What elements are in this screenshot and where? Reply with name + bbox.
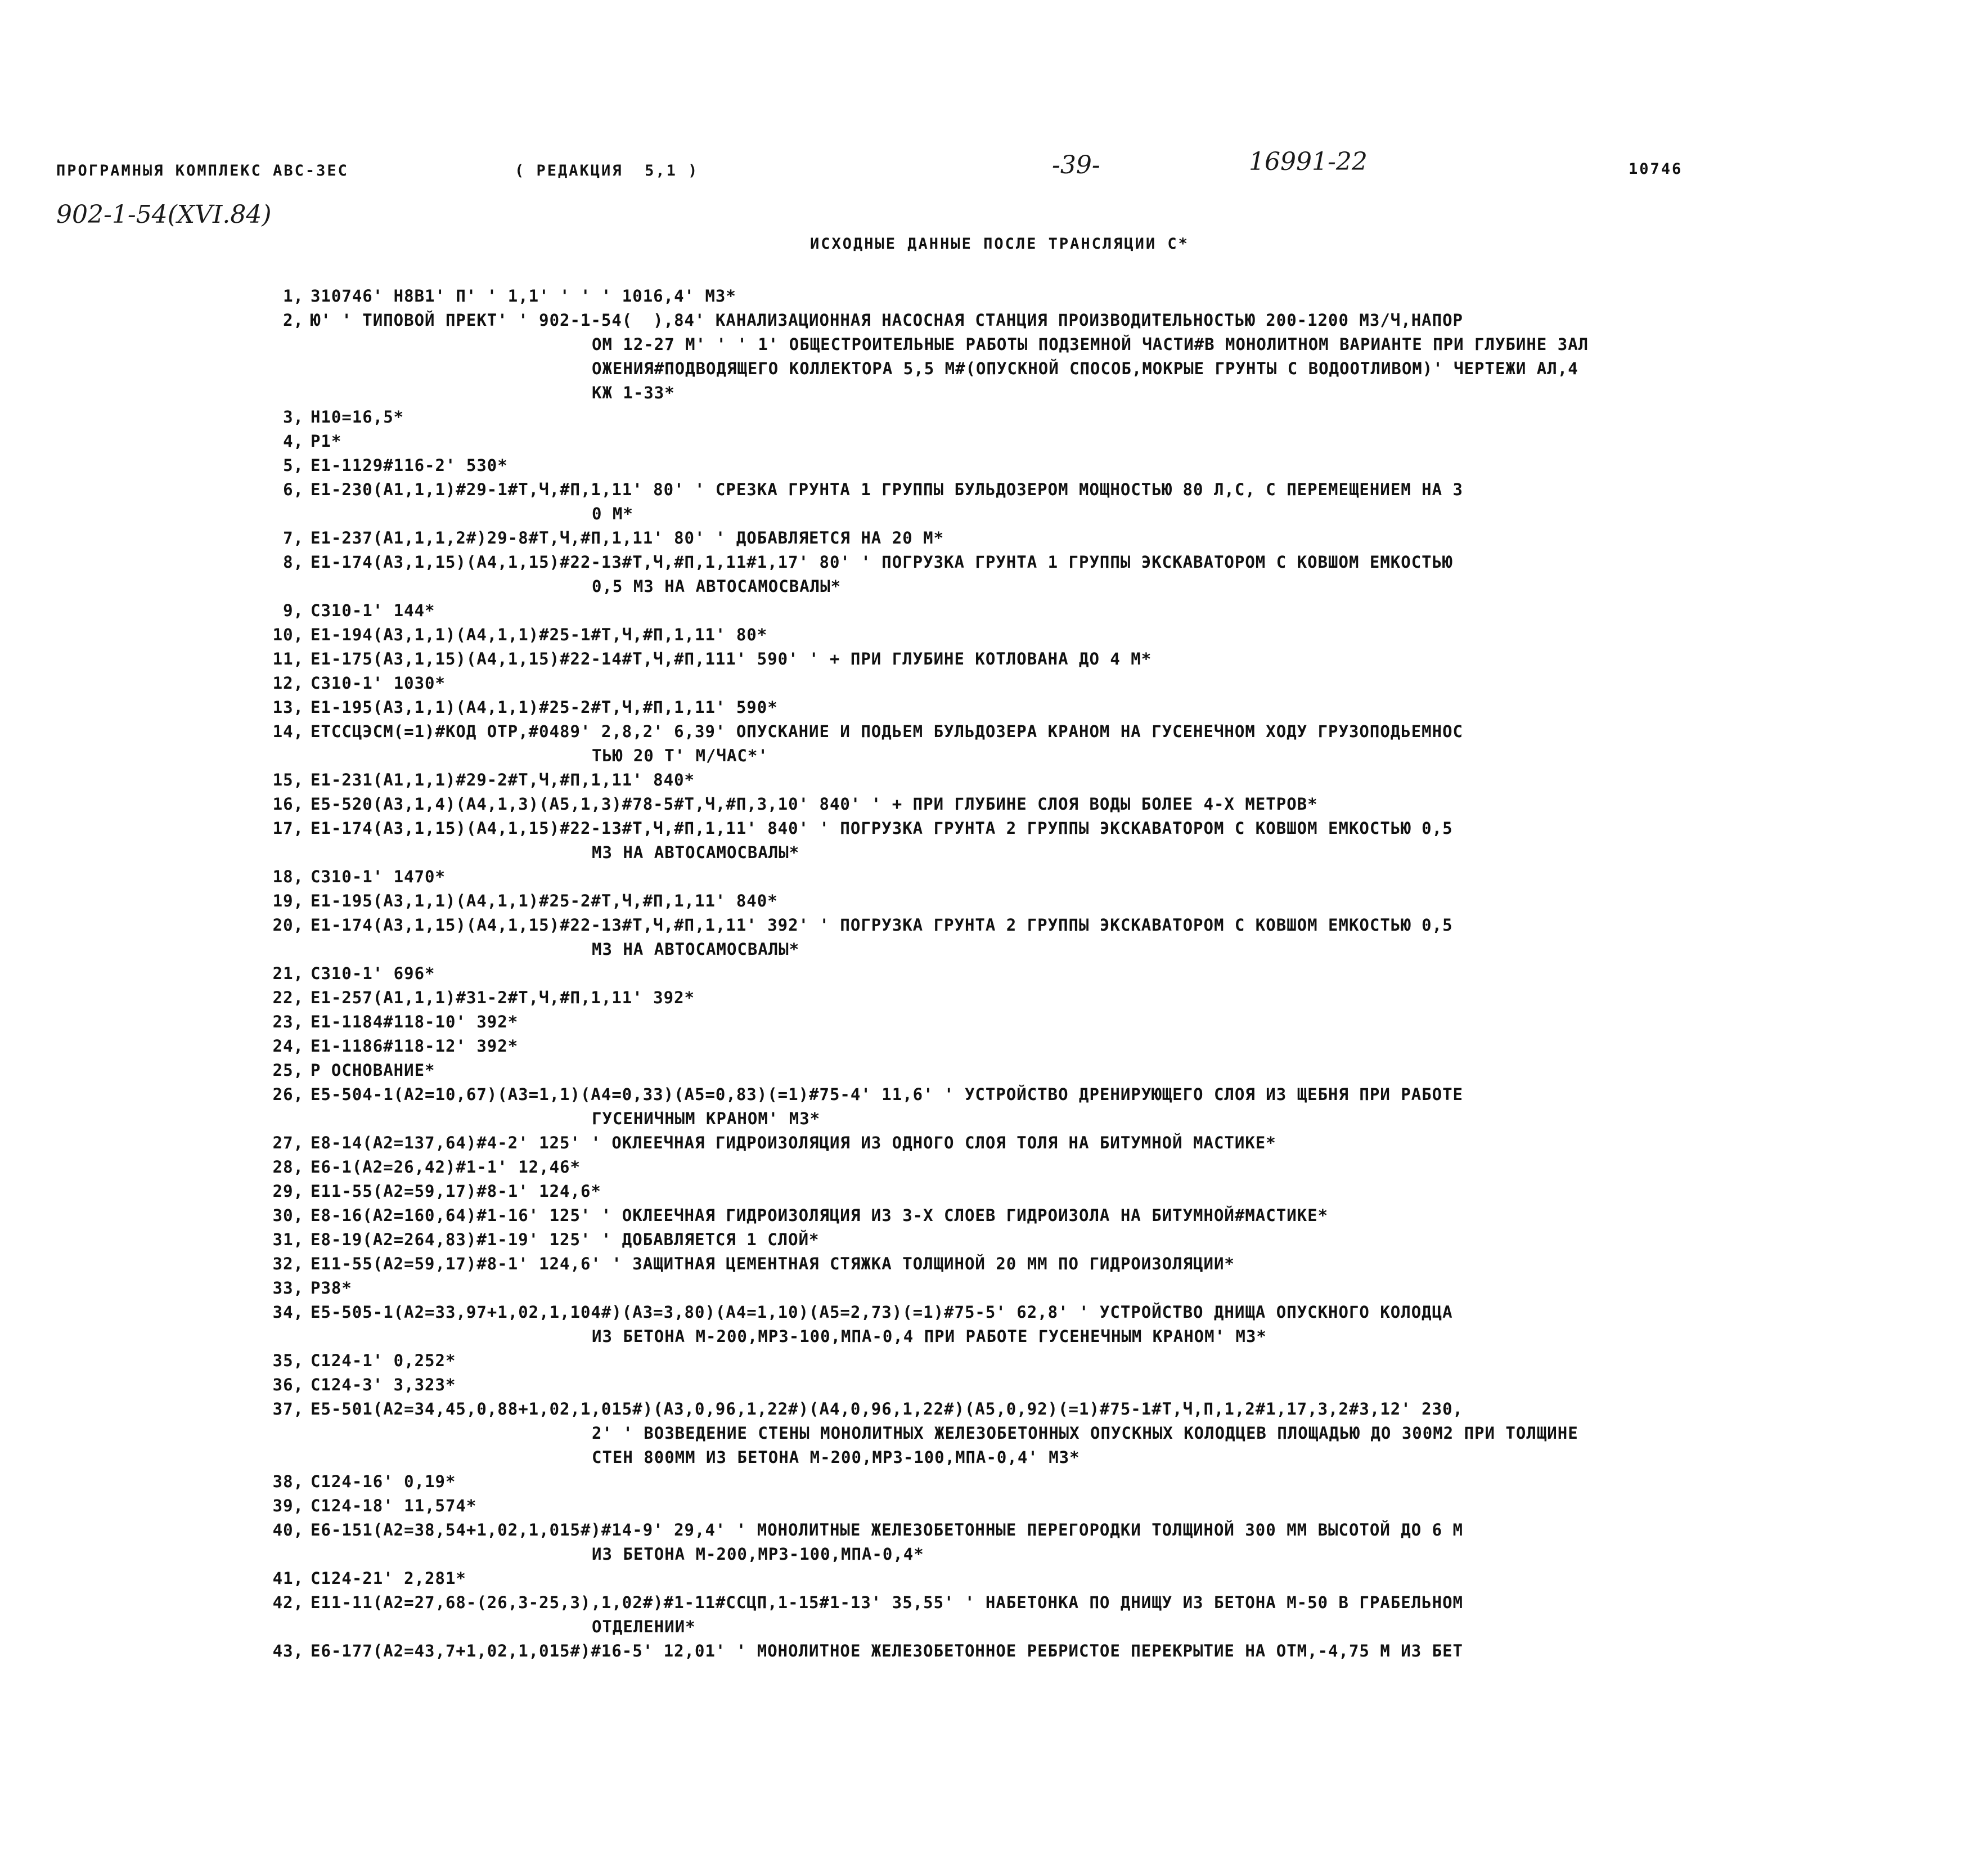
line-number: 31, bbox=[272, 1230, 304, 1249]
line-text: Е11-55(А2=59,17)#8-1' 124,6' ' ЗАЩИТНАЯ ЦЕМЕНТНАЯ СТЯЖКА ТОЛЩИНОЙ 20 ММ ПО ГИДРОИЗОЛЯЦИИ* bbox=[311, 1254, 1235, 1273]
listing-line bbox=[248, 284, 1946, 308]
line-number: 5, bbox=[283, 456, 304, 475]
listing-line bbox=[248, 671, 1946, 695]
listing-line bbox=[248, 1252, 1946, 1276]
listing-line bbox=[248, 647, 1946, 671]
line-text: Е1-195(А3,1,1)(А4,1,1)#25-2#Т,Ч,#П,1,11' 590* bbox=[311, 698, 778, 717]
listing-line bbox=[248, 1204, 1946, 1228]
line-text: Е5-520(А3,1,4)(А4,1,3)(А5,1,3)#78-5#Т,Ч,#П,3,10' 840' ' + ПРИ ГЛУБИНЕ СЛОЯ ВОДЫ БОЛЕЕ 4-Х МЕТРОВ* bbox=[311, 794, 1318, 814]
line-text: ИЗ БЕТОНА М-200,МРЗ-100,МПА-0,4 ПРИ РАБОТЕ ГУСЕНЕЧНЫМ КРАНОМ' М3* bbox=[592, 1327, 1267, 1346]
source-listing bbox=[248, 284, 1946, 1663]
listing-line bbox=[248, 695, 1946, 720]
line-number: 29, bbox=[272, 1182, 304, 1201]
listing-line bbox=[248, 744, 1946, 768]
listing-line bbox=[248, 889, 1946, 913]
listing-line bbox=[248, 768, 1946, 792]
listing-line bbox=[248, 1615, 1946, 1639]
line-number: 7, bbox=[283, 528, 304, 547]
line-text: Е1-174(А3,1,15)(А4,1,15)#22-13#Т,Ч,#П,1,11#1,17' 80' ' ПОГРУЗКА ГРУНТА 1 ГРУППЫ ЭКСКАВАТОРОМ С КОВШОМ ЕМКОСТЬЮ bbox=[311, 553, 1453, 572]
line-text: С310-1' 1030* bbox=[311, 674, 446, 693]
line-text: Е5-501(А2=34,45,0,88+1,02,1,015#)(А3,0,96,1,22#)(А4,0,96,1,22#)(А5,0,92)(=1)#75-1#Т,Ч,П,1,2#1,17,3,2#3,12' 230, bbox=[311, 1399, 1464, 1418]
line-number: 36, bbox=[272, 1375, 304, 1394]
line-number bbox=[248, 1446, 311, 1470]
line-text: Е5-505-1(А2=33,97+1,02,1,104#)(А3=3,80)(А4=1,10)(А5=2,73)(=1)#75-5' 62,8' ' УСТРОЙСТВО ДНИЩА ОПУСКНОГО КОЛОДЦА bbox=[311, 1303, 1453, 1322]
listing-line bbox=[248, 1470, 1946, 1494]
listing-line bbox=[248, 1325, 1946, 1349]
line-number: 3, bbox=[283, 407, 304, 427]
listing-line bbox=[248, 1276, 1946, 1300]
line-number bbox=[248, 1542, 311, 1566]
line-text: Е1-195(А3,1,1)(А4,1,1)#25-2#Т,Ч,#П,1,11' 840* bbox=[311, 891, 778, 910]
listing-line bbox=[248, 550, 1946, 574]
line-number: 24, bbox=[272, 1036, 304, 1056]
page-number: -39- bbox=[1052, 151, 1100, 179]
line-number: 32, bbox=[272, 1254, 304, 1273]
line-text: Е1-237(А1,1,1,2#)29-8#Т,Ч,#П,1,11' 80' ' ДОБАВЛЯЕТСЯ НА 20 М* bbox=[311, 528, 944, 547]
listing-line bbox=[248, 1494, 1946, 1518]
line-number: 37, bbox=[272, 1399, 304, 1418]
listing-line bbox=[248, 1542, 1946, 1566]
line-text: СТЕН 800ММ ИЗ БЕТОНА М-200,МРЗ-100,МПА-0,4' М3* bbox=[592, 1448, 1080, 1467]
line-number: 27, bbox=[272, 1133, 304, 1152]
line-number: 33, bbox=[272, 1278, 304, 1298]
line-number: 43, bbox=[272, 1641, 304, 1660]
line-text: Е6-177(А2=43,7+1,02,1,015#)#16-5' 12,01' ' МОНОЛИТНОЕ ЖЕЛЕЗОБЕТОННОЕ РЕБРИСТОЕ ПЕРЕКРЫТИЕ НА ОТМ,-4,75 М ИЗ БЕТ bbox=[311, 1641, 1464, 1660]
line-text: 0,5 М3 НА АВТОСАМОСВАЛЫ* bbox=[592, 577, 842, 596]
line-text: Е8-19(А2=264,83)#1-19' 125' ' ДОБАВЛЯЕТСЯ 1 СЛОЙ* bbox=[311, 1230, 820, 1249]
line-text: С124-21' 2,281* bbox=[311, 1569, 466, 1588]
line-text: С124-16' 0,19* bbox=[311, 1472, 456, 1491]
line-text: М3 НА АВТОСАМОСВАЛЫ* bbox=[592, 843, 800, 862]
listing-line bbox=[248, 1349, 1946, 1373]
listing-line bbox=[248, 841, 1946, 865]
line-text: Е5-504-1(А2=10,67)(А3=1,1)(А4=0,33)(А5=0,83)(=1)#75-4' 11,6' ' УСТРОЙСТВО ДРЕНИРУЮЩЕГО СЛОЯ ИЗ ЩЕБНЯ ПРИ РАБОТЕ bbox=[311, 1085, 1464, 1104]
line-number: 6, bbox=[283, 480, 304, 499]
line-text: 310746' Н8В1' П' ' 1,1' ' ' ' 1016,4' М3* bbox=[311, 286, 736, 306]
line-number: 15, bbox=[272, 770, 304, 789]
listing-line bbox=[248, 1397, 1946, 1421]
listing-line bbox=[248, 381, 1946, 405]
line-number bbox=[248, 574, 311, 599]
line-text: Е8-16(А2=160,64)#1-16' 125' ' ОКЛЕЕЧНАЯ ГИДРОИЗОЛЯЦИЯ ИЗ 3-Х СЛОЕВ ГИДРОИЗОЛА НА БИТУМНОЙ#МАСТИКЕ* bbox=[311, 1206, 1329, 1225]
line-number: 19, bbox=[272, 891, 304, 910]
listing-line bbox=[248, 720, 1946, 744]
line-number: 9, bbox=[283, 601, 304, 620]
listing-line bbox=[248, 526, 1946, 550]
line-text: Е1-174(А3,1,15)(А4,1,15)#22-13#Т,Ч,#П,1,11' 840' ' ПОГРУЗКА ГРУНТА 2 ГРУППЫ ЭКСКАВАТОРОМ С КОВШОМ ЕМКОСТЬЮ 0,5 bbox=[311, 819, 1453, 838]
line-number bbox=[248, 1615, 311, 1639]
line-number bbox=[248, 502, 311, 526]
line-number: 11, bbox=[272, 649, 304, 668]
line-text: Р1* bbox=[311, 432, 342, 451]
line-text: Е1-257(А1,1,1)#31-2#Т,Ч,#П,1,11' 392* bbox=[311, 988, 695, 1007]
line-number bbox=[248, 937, 311, 962]
listing-line bbox=[248, 502, 1946, 526]
listing-line bbox=[248, 1373, 1946, 1397]
line-text: ОТДЕЛЕНИИ* bbox=[592, 1617, 696, 1636]
line-text: С124-1' 0,252* bbox=[311, 1351, 456, 1370]
listing-line bbox=[248, 1566, 1946, 1591]
line-text: Е1-194(А3,1,1)(А4,1,1)#25-1#Т,Ч,#П,1,11' 80* bbox=[311, 625, 768, 644]
line-number: 20, bbox=[272, 915, 304, 935]
listing-line bbox=[248, 599, 1946, 623]
line-text: Е11-55(А2=59,17)#8-1' 124,6* bbox=[311, 1182, 601, 1201]
line-text: Е1-1186#118-12' 392* bbox=[311, 1036, 519, 1056]
line-text: Е1-1129#116-2' 530* bbox=[311, 456, 508, 475]
line-text: ОЖЕНИЯ#ПОДВОДЯЩЕГО КОЛЛЕКТОРА 5,5 М#(ОПУСКНОЙ СПОСОБ,МОКРЫЕ ГРУНТЫ С ВОДООТЛИВОМ)' ЧЕРТЕЖИ АЛ,4 bbox=[592, 359, 1578, 378]
listing-line bbox=[248, 478, 1946, 502]
listing-line bbox=[248, 574, 1946, 599]
listing-line bbox=[248, 1591, 1946, 1615]
listing-line bbox=[248, 1179, 1946, 1204]
line-number: 25, bbox=[272, 1061, 304, 1080]
line-text: ЕТССЦЭСМ(=1)#КОД ОТР,#0489' 2,8,2' 6,39' ОПУСКАНИЕ И ПОДЬЕМ БУЛЬДОЗЕРА КРАНОМ НА ГУСЕНЕЧНОМ ХОДУ ГРУЗОПОДЬЕМНОС bbox=[311, 722, 1464, 741]
line-text: КЖ 1-33* bbox=[592, 383, 675, 402]
line-number: 28, bbox=[272, 1157, 304, 1177]
line-number bbox=[248, 333, 311, 357]
listing-line bbox=[248, 962, 1946, 986]
line-number bbox=[248, 357, 311, 381]
line-number: 26, bbox=[272, 1085, 304, 1104]
line-text: С124-18' 11,574* bbox=[311, 1496, 477, 1515]
line-text: Е1-230(А1,1,1)#29-1#Т,Ч,#П,1,11' 80' ' СРЕЗКА ГРУНТА 1 ГРУППЫ БУЛЬДОЗЕРОМ МОЩНОСТЬЮ 80 Л,С, С ПЕРЕМЕЩЕНИЕМ НА 3 bbox=[311, 480, 1464, 499]
listing-line bbox=[248, 1518, 1946, 1542]
line-number: 12, bbox=[272, 674, 304, 693]
line-number: 41, bbox=[272, 1569, 304, 1588]
document-code: 16991-22 bbox=[1249, 147, 1368, 176]
line-number: 18, bbox=[272, 867, 304, 886]
line-number: 22, bbox=[272, 988, 304, 1007]
line-text: Е6-1(А2=26,42)#1-1' 12,46* bbox=[311, 1157, 581, 1177]
line-number: 35, bbox=[272, 1351, 304, 1370]
line-number: 2, bbox=[283, 311, 304, 330]
listing-line bbox=[248, 1107, 1946, 1131]
line-number: 30, bbox=[272, 1206, 304, 1225]
line-number: 4, bbox=[283, 432, 304, 451]
listing-line bbox=[248, 1155, 1946, 1179]
listing-line bbox=[248, 308, 1946, 333]
line-number: 13, bbox=[272, 698, 304, 717]
line-text: ОМ 12-27 М' ' ' 1' ОБЩЕСТРОИТЕЛЬНЫЕ РАБОТЫ ПОДЗЕМНОЙ ЧАСТИ#В МОНОЛИТНОМ ВАРИАНТЕ ПРИ ГЛУБИНЕ ЗАЛ bbox=[592, 335, 1589, 354]
listing-line bbox=[248, 1228, 1946, 1252]
line-text: Е1-174(А3,1,15)(А4,1,15)#22-13#Т,Ч,#П,1,11' 392' ' ПОГРУЗКА ГРУНТА 2 ГРУППЫ ЭКСКАВАТОРОМ С КОВШОМ ЕМКОСТЬЮ 0,5 bbox=[311, 915, 1453, 935]
line-text: 2' ' ВОЗВЕДЕНИЕ СТЕНЫ МОНОЛИТНЫХ ЖЕЛЕЗОБЕТОННЫХ ОПУСКНЫХ КОЛОДЦЕВ ПЛОЩАДЬЮ ДО 300М2 ПРИ ТОЛЩИНЕ bbox=[592, 1424, 1578, 1443]
line-text: Н10=16,5* bbox=[311, 407, 404, 427]
line-text: Р38* bbox=[311, 1278, 352, 1298]
line-number: 1, bbox=[283, 286, 304, 306]
project-reference: 902-1-54(XVI.84) bbox=[56, 200, 272, 229]
line-number: 17, bbox=[272, 819, 304, 838]
sheet-code: 10746 bbox=[1629, 160, 1683, 178]
listing-line bbox=[248, 1010, 1946, 1034]
line-text: С310-1' 696* bbox=[311, 964, 435, 983]
line-number bbox=[248, 381, 311, 405]
listing-line bbox=[248, 1446, 1946, 1470]
line-text: Е6-151(А2=38,54+1,02,1,015#)#14-9' 29,4' ' МОНОЛИТНЫЕ ЖЕЛЕЗОБЕТОННЫЕ ПЕРЕГОРОДКИ ТОЛЩИНОЙ 300 ММ ВЫСОТОЙ ДО 6 М bbox=[311, 1520, 1464, 1539]
line-text: Р ОСНОВАНИЕ* bbox=[311, 1061, 435, 1080]
line-text: Ю' ' ТИПОВОЙ ПРЕКТ' ' 902-1-54( ),84' КАНАЛИЗАЦИОННАЯ НАСОСНАЯ СТАНЦИЯ ПРОИЗВОДИТЕЛЬНОСТЬЮ 200-1200 М3/Ч,НАПОР bbox=[311, 311, 1464, 330]
line-text: С310-1' 1470* bbox=[311, 867, 446, 886]
listing-line bbox=[248, 937, 1946, 962]
line-number: 21, bbox=[272, 964, 304, 983]
line-number: 42, bbox=[272, 1593, 304, 1612]
line-text: 0 М* bbox=[592, 504, 633, 523]
line-number: 23, bbox=[272, 1012, 304, 1031]
line-text: Е11-11(А2=27,68-(26,3-25,3),1,02#)#1-11#ССЦП,1-15#1-13' 35,55' ' НАБЕТОНКА ПО ДНИЩУ ИЗ БЕТОНА М-50 В ГРАБЕЛЬНОМ bbox=[311, 1593, 1464, 1612]
section-title: ИСХОДНЫЕ ДАННЫЕ ПОСЛЕ ТРАНСЛЯЦИИ С* bbox=[810, 235, 1189, 253]
program-name: ПРОГРАМНЫЯ КОМПЛЕКС АВС-3ЕС bbox=[56, 162, 349, 179]
line-number: 39, bbox=[272, 1496, 304, 1515]
listing-line bbox=[248, 913, 1946, 937]
line-number bbox=[248, 841, 311, 865]
listing-line bbox=[248, 1058, 1946, 1083]
line-number: 38, bbox=[272, 1472, 304, 1491]
line-text: ИЗ БЕТОНА М-200,МРЗ-100,МПА-0,4* bbox=[592, 1545, 924, 1564]
line-text: Е1-1184#118-10' 392* bbox=[311, 1012, 519, 1031]
listing-line bbox=[248, 1300, 1946, 1325]
listing-line bbox=[248, 1131, 1946, 1155]
listing-line bbox=[248, 454, 1946, 478]
listing-line bbox=[248, 865, 1946, 889]
listing-line bbox=[248, 429, 1946, 454]
listing-line bbox=[248, 333, 1946, 357]
listing-line bbox=[248, 816, 1946, 841]
line-text: С124-3' 3,323* bbox=[311, 1375, 456, 1394]
listing-line bbox=[248, 1034, 1946, 1058]
line-number: 10, bbox=[272, 625, 304, 644]
listing-line bbox=[248, 623, 1946, 647]
line-text: С310-1' 144* bbox=[311, 601, 435, 620]
line-number: 16, bbox=[272, 794, 304, 814]
line-number bbox=[248, 1421, 311, 1446]
edition-label: ( РЕДАКЦИЯ 5,1 ) bbox=[515, 162, 699, 179]
line-text: Е1-231(А1,1,1)#29-2#Т,Ч,#П,1,11' 840* bbox=[311, 770, 695, 789]
line-text: М3 НА АВТОСАМОСВАЛЫ* bbox=[592, 940, 800, 959]
line-number bbox=[248, 1107, 311, 1131]
listing-line bbox=[248, 405, 1946, 429]
listing-line bbox=[248, 1421, 1946, 1446]
line-text: ТЬЮ 20 Т' М/ЧАС*' bbox=[592, 746, 768, 765]
line-text: ГУСЕНИЧНЫМ КРАНОМ' М3* bbox=[592, 1109, 821, 1128]
listing-line bbox=[248, 1083, 1946, 1107]
listing-line bbox=[248, 357, 1946, 381]
listing-line bbox=[248, 1639, 1946, 1663]
line-number: 40, bbox=[272, 1520, 304, 1539]
line-number: 34, bbox=[272, 1303, 304, 1322]
listing-line bbox=[248, 792, 1946, 816]
listing-line bbox=[248, 986, 1946, 1010]
line-number: 8, bbox=[283, 553, 304, 572]
line-text: Е1-175(А3,1,15)(А4,1,15)#22-14#Т,Ч,#П,111' 590' ' + ПРИ ГЛУБИНЕ КОТЛОВАНА ДО 4 М* bbox=[311, 649, 1152, 668]
line-number: 14, bbox=[272, 722, 304, 741]
line-text: Е8-14(А2=137,64)#4-2' 125' ' ОКЛЕЕЧНАЯ ГИДРОИЗОЛЯЦИЯ ИЗ ОДНОГО СЛОЯ ТОЛЯ НА БИТУМНОЙ МАСТИКЕ* bbox=[311, 1133, 1276, 1152]
line-number bbox=[248, 744, 311, 768]
line-number bbox=[248, 1325, 311, 1349]
